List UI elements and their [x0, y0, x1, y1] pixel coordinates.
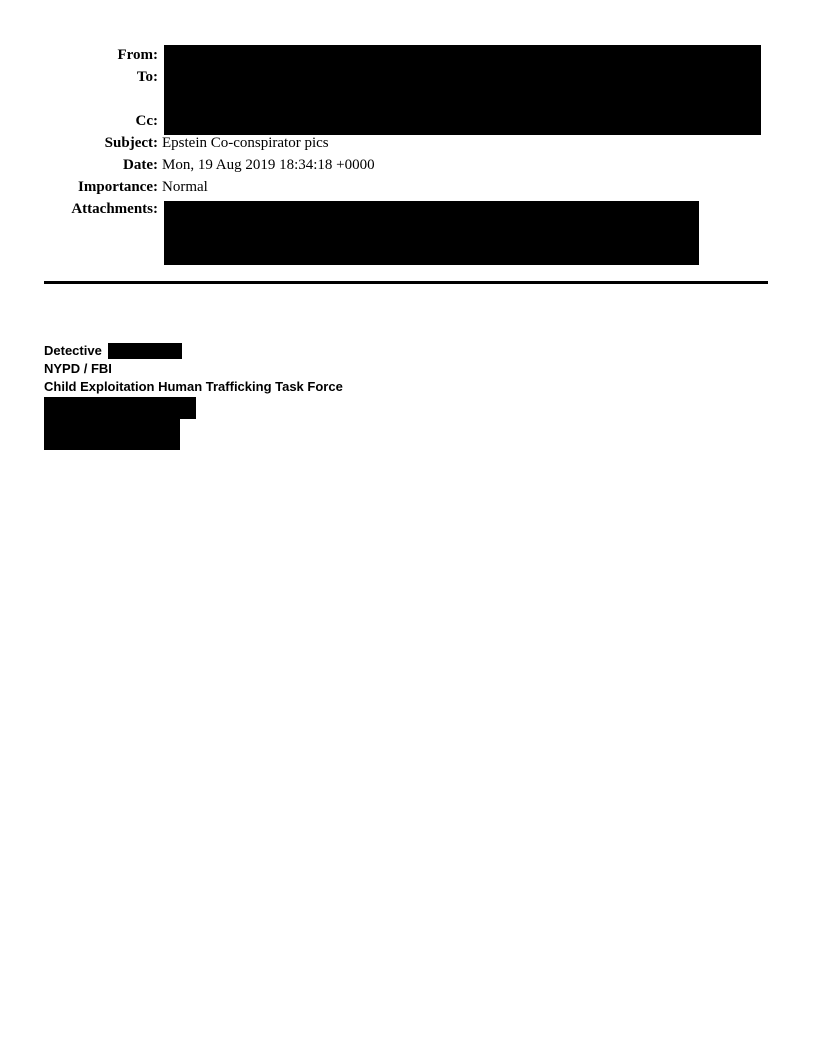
field-label-importance: Importance:: [78, 179, 158, 195]
redaction-bar-detective-name: [108, 343, 182, 359]
field-label-to: To:: [136, 69, 158, 85]
signature-detective-label: Detective: [44, 343, 102, 358]
field-label-date: Date:: [123, 157, 158, 173]
header-divider: [44, 281, 768, 284]
field-label-from: From:: [117, 47, 158, 63]
email-body-signature: [44, 342, 644, 396]
redaction-bar-recipients: [164, 45, 761, 135]
field-value-importance: Normal: [162, 179, 208, 195]
signature-line-agency: NYPD / FBI: [44, 361, 112, 376]
redaction-bar-attachments: [164, 201, 699, 265]
field-value-subject: Epstein Co-conspirator pics: [162, 135, 329, 151]
redaction-bar-signature-contact-2: [44, 414, 180, 450]
field-label-attachments: Attachments:: [71, 201, 158, 217]
header-row-date: [44, 154, 768, 176]
signature-line-detective: [44, 342, 644, 360]
header-row-subject: [44, 132, 768, 154]
field-label-cc: Cc:: [135, 113, 158, 129]
field-value-date: Mon, 19 Aug 2019 18:34:18 +0000: [162, 157, 375, 173]
header-row-importance: [44, 176, 768, 198]
signature-line-taskforce: Child Exploitation Human Trafficking Task Force: [44, 379, 343, 394]
field-label-subject: Subject:: [104, 135, 158, 151]
